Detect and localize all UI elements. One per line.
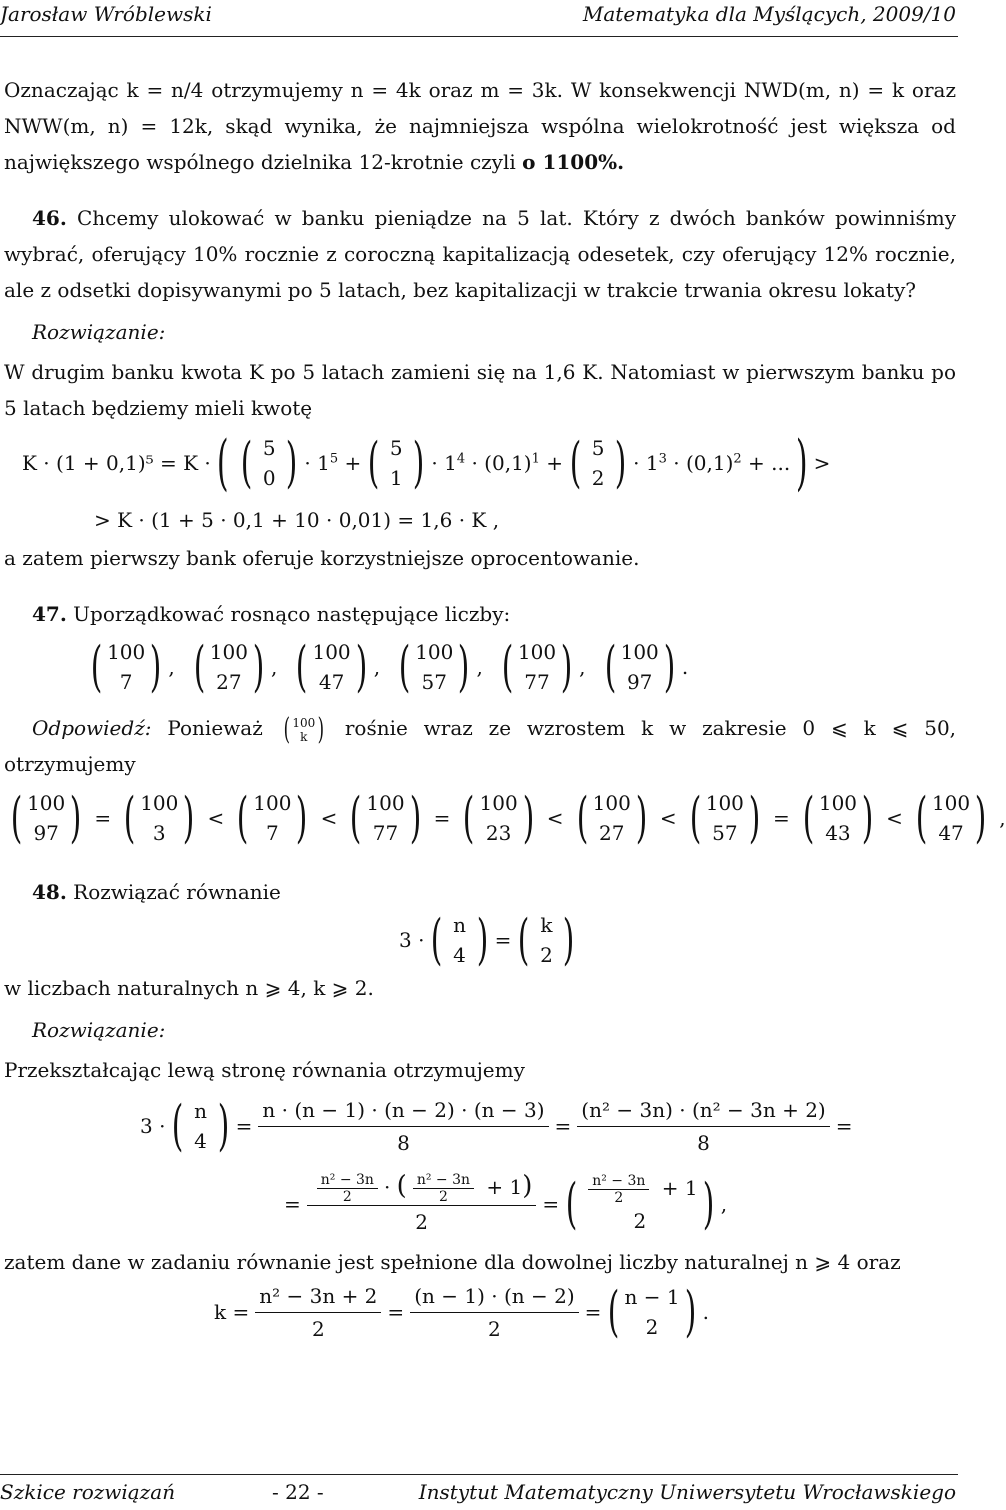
binomial-100-27: ( 100 27 ) [193,635,265,698]
equation-48-k: k = $\frac{\text{n² − 3n + 2}}{2}$ = $\frac{(n - 1) \cdot (n - 2)}{2}$ = ( n − 1 2 ) . [214,1280,709,1343]
problem-46: 46. Chcemy ulokować w banku pieniądze na 5 lat. Który z dwóch banków powinniśmy wybrać, oferujący 10% rocznie z coroczną kapitalizacją odesetek, czy oferujący 12% rocznie, ale z odsetki dopisywanymi po 5 latach, bez kapitalizacji w trakcie trwania okresu lokaty? [4,206,956,302]
solution-label-46: Rozwiązanie: [32,320,166,344]
intro-paragraph: Oznaczając k = n/4 otrzymujemy n = 4k oraz m = 3k. W konsekwencji NWD(m, n) = k oraz NWW(m, n) = 12k, skąd wynika, że najmniejsza wspólna wielokrotność jest większa od największego wspólnego dzielnika 12-krotnie czyli o 1100%. [4,78,956,174]
problem-48-condition: w liczbach naturalnych n ⩾ 4, k ⩾ 2. [4,976,374,1000]
binomial-100-57: ( 100 57 ) [398,635,470,698]
chain-binomial-3: ( 100 3 ) [123,786,195,849]
footer-right: Instytut Matematyczny Uniwersytetu Wrocławskiego [418,1480,956,1504]
chain-binomial-57: ( 100 57 ) [689,786,761,849]
equation-46-line2: > K · (1 + 5 · 0,1 + 10 · 0,01) = 1,6 · K , [94,508,500,532]
solution-label-48: Rozwiązanie: [32,1018,166,1042]
equation-48: 3 · ( n 4 ) = ( k 2 ) [399,908,575,971]
binomial-100-7: ( 100 7 ) [90,635,162,698]
answer-47-chain: ( 100 97 ) = ( 100 3 ) < ( 100 7 ) < ( 100 77 ) = ( 100 23 ) < ( 100 27 ) < ( 100 57 ) = ( 100 43 ) < ( 100 47 ) , [4,782,956,854]
solution-46-text: W drugim banku kwota K po 5 latach zamieni się na 1,6 K. Natomiast w pierwszym banku po 5 latach będziemy mieli kwotę [4,360,956,420]
equation-46-line1: K · (1 + 0,1)⁵ = K · ( ( 5 0 ) · $1^5$ + ( 5 1 ) · $1^4 \cdot (0,1)^1$ + ( 5 2 ) · $1^3 \cdot (0,1)^2$ + ... ) > [22,428,831,498]
header-rule [0,36,958,37]
equation-48-line1: 3 · ( n 4 ) = $\frac{n \cdot (n - 1) \cdot (n - 2) \cdot (n - 3)}{8}$ = $\frac{\text{(n² − 3n) · (n² − 3n + 2)}}{8}$ = [140,1094,853,1157]
chain-binomial-23: ( 100 23 ) [463,786,535,849]
document-body [4,72,1006,1344]
binomial-100-97: ( 100 97 ) [604,635,676,698]
header-title: Matematyka dla Myślących, 2009/10 [582,2,956,26]
footer-rule [0,1474,958,1475]
chain-binomial-43: ( 100 43 ) [802,786,874,849]
solution-48-final: zatem dane w zadaniu równanie jest spełnione dla dowolnej liczby naturalnej n ⩾ 4 oraz [4,1250,901,1274]
chain-binomial-97: ( 100 97 ) [10,786,82,849]
problem-48: 48. Rozwiązać równanie [32,880,281,904]
chain-binomial-27: ( 100 27 ) [576,786,648,849]
chain-binomial-77: ( 100 77 ) [350,786,421,849]
binomial-100-47: ( 100 47 ) [296,635,368,698]
solution-48-text: Przekształcając lewą stronę równania otrzymujemy [4,1058,525,1082]
binomial-100-77: ( 100 77 ) [501,635,573,698]
problem-47: 47. Uporządkować rosnąco następujące liczby: [32,602,511,626]
chain-binomial-47: ( 100 47 ) [915,786,987,849]
chain-binomial-7: ( 100 7 ) [236,786,308,849]
solution-46-conclusion: a zatem pierwszy bank oferuje korzystniejsze oprocentowanie. [4,546,640,570]
footer-left: Szkice rozwiązań [0,1480,176,1504]
answer-47: Odpowiedź: Ponieważ ( 100 k ) rośnie wraz ze wzrostem k w zakresie 0 ⩽ k ⩽ 50, otrzymujemy [4,711,957,776]
header-author: Jarosław Wróblewski [0,2,212,26]
problem-47-numbers: ( 100 7 ) , ( 100 27 ) , ( 100 47 ) , ( 100 57 ) , ( 100 77 ) , ( 100 97 ) . [84,632,956,702]
equation-48-line2: = $\frac{\text{n² − 3n}}{2}$ · ( $\frac{\text{n² − 3n}}{2}$ + 1) 2 = ( $\frac{\text{n² − 3n}}{2}$ + 1 2 ) , [284,1171,728,1235]
page-number: - 22 - [272,1480,324,1504]
